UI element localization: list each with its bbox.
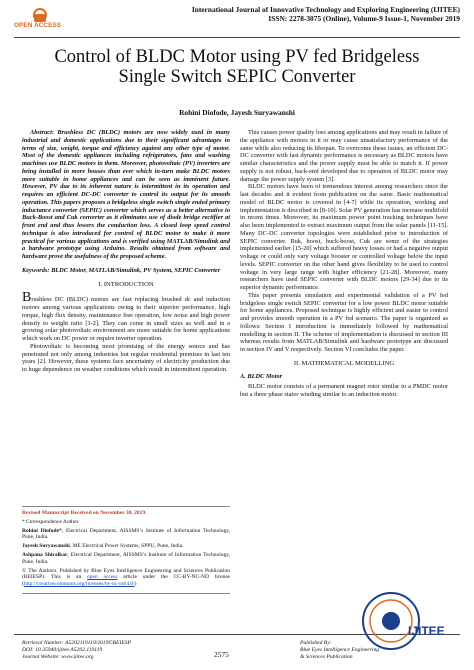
- intro-paragraph-2: Photovoltaic is becoming most promising of the energy source and has penetrated not only among industries but regular residential premises in last ten years [2]. However, these systems face uncertainty of electricity production due to huge dependence on weather conditions which result in intermittent operation.: [22, 342, 230, 373]
- open-access-lock-icon: [14, 6, 66, 36]
- title-line-1: Control of BLDC Motor using PV fed Bridgeless: [54, 47, 420, 67]
- doi: DOI: 10.35940/ijitee.A5202.119119: [22, 646, 103, 653]
- page-number: 2575: [214, 650, 229, 659]
- author-affiliation-1: [22, 528, 230, 542]
- intro-paragraph-5: This paper presents simulation and experimental validation of a PV fed bridgeless single switch SEPIC converter for a low power BLDC motor suitable for home appliances. Proposed technique is highly efficient and easier to control and provides smooth operation in a PV fed scenario. The paper is organized as follows: Section I introduction is immediately followed by mathematical modelling in section II. The scheme of implementation is discussed in section III whereas results from MATLAB/Simulink and hardware prototype are discussed in section IV and V respectively. Section VI concludes the paper.: [240, 291, 448, 353]
- keywords: Keywords: BLDC Motor, MATLAB/Simulink, PV System, SEPIC Converter: [22, 266, 221, 274]
- retrieval-number: Retrieval Number: A5202119119/2019©BEIESP: [22, 640, 131, 646]
- page-header: [14, 4, 460, 38]
- author-affiliation-text: , Electrical Department, AISSMS’s Institute of Information Technology, Pune, India.: [22, 551, 230, 565]
- abstract: Abstract: Brushless DC (BLDC) motors are now widely used in many industrial and domestic applications due to their significant advantages in terms of size, weight, torque and efficiency against any other type of motor. Most of the domestic appliances including refrigerators, fans and washing machines use BLDC motors in them. Moreover, photovoltaic (PV) inverters are being installed in more houses than ever which in-turn make BLDC motors more suitable in home appliances and can be seen as imminent future. However, PV due to its inherent nature is intermittent in its operation and requires an efficient DC-DC converter to control its output for its smooth operation. This papers proposes a bridgeless single switch single ended primary inductance converter (SEPIC) converter which serves as a better alternative to Buck-Boost and Cuk converter as it eliminates use of diode bridge rectifier at front end and thus lowers the conduction loss. A closed loop speed control technique is also introduced for control of BLDC motor to make it more practical for various applications and is verified using MATLAB/Simulink and a hardware prototype using Arduino. Results obtained from software and hardware prove the usefulness of the proposed scheme.: [22, 129, 230, 260]
- drop-cap: B: [22, 290, 32, 306]
- left-column: [22, 129, 230, 374]
- license-url-link[interactable]: http://creativecommons.org/licenses/by-nc-nd/4.0/: [23, 581, 135, 588]
- open-access-label: OPEN ACCESS: [14, 22, 62, 29]
- author-name: Ashpana Shiralkar: [22, 551, 68, 558]
- author-affiliation-2: [22, 543, 230, 550]
- license-text: ): [134, 581, 137, 588]
- journal-name: International Journal of Innovative Technology and Exploring Engineering (IJITEE): [191, 5, 460, 14]
- intro-paragraph-1: [22, 290, 230, 343]
- license-text: article under the CC-BY-NC-ND license (: [22, 574, 230, 588]
- revised-note: Revised Manuscript Received on November 30, 2019.: [22, 510, 147, 516]
- license-text: © The Authors. Published by Blue Eyes Intelligence Engineering and Sciences Publication (BEIESP). This is an: [22, 567, 230, 581]
- modelling-paragraph-1: BLDC motor consists of a permanent magnet rotor similar to a PMDC motor but a three phase stator winding similar to an induction motor.: [240, 383, 448, 398]
- publisher-line-2: Blue Eyes Intelligence Engineering: [300, 646, 380, 653]
- author-name: Jayesh Suryawanshi: [22, 543, 70, 550]
- author-footnote: [22, 506, 230, 594]
- publisher-line-1: Published By:: [300, 640, 332, 646]
- intro-paragraph-3: This causes power quality loss among applications and may result in failure of the appliance with motors in it or may cause unsatisfactory performance of the same while also reducing its lifespan. To overcome these issues, an efficient DC-DC converter with fast dynamic performance is necessary as BLDC motors have similar characteristics and the power supply must be able to match it. If power supply is not robust, back-emf developed due to operation of BLDC motor may damage the power supply system [3].: [240, 129, 448, 183]
- correspondence-note: * Correspondence Author: [22, 518, 79, 525]
- title-line-2: Single Switch SEPIC Converter: [118, 67, 356, 87]
- intro-paragraph-1-text: rushless DC (BLDC) motors are fast replacing brushed dc and induction motors among various applications owing to their superior performance, high torque, high flux density, maintenance free operation, low noise and high power density to weight ratio [1-2]. They can come in small sizes as well and in a growing solar photovoltaic environment are more suitable for home applications which work on DC power or require inverter operation.: [22, 296, 230, 342]
- subsection-heading-bldc: A. BLDC Motor: [240, 372, 283, 380]
- header-rule: [14, 37, 460, 38]
- intro-paragraph-4: BLDC motors have been of tremendous interest among researchers since the last decades and it evident from publication on the same. Basic mathematical model of BLDC motor is covered in [4-7] while its operation, working and implementation is described in [8-10]. Solar PV generation has increase multifold in recent times. Moreover, its maximum power point tracking techniques have also been implemented to extract maximum output from the solar panels [11-15]. Many DC-DC converter topologies were established prior to introduction of SEPIC converter. Buk, boost, buck-boost, Cuk are some of the strategies implemented earlier [15-20] which suffered heavy losses or had a negative output voltage or could only vary voltage booster or controlled voltage below the input levels. SEPIC converter on the other hand gives flexibility to be used to control voltage in very large range with higher efficiency [21-28]. Moreover, many researchers have used SEPIC converter with BLDC motors [29-34] due to its superior dynamic performance.: [240, 183, 448, 291]
- paper-title: [0, 47, 474, 87]
- footer-identifiers: [22, 640, 131, 660]
- section-heading-modelling: II. MATHEMATICAL MODELLING: [293, 359, 395, 367]
- journal-seal-wordmark: IJITEE: [408, 624, 445, 638]
- authors: Rohini Diofode, Jayesh Suryawanshi: [179, 108, 295, 117]
- license-note: [22, 568, 230, 588]
- right-column: [240, 129, 448, 399]
- author-affiliation-text: , ME Electrical Power Systems, SPPU, Pune, India.: [69, 543, 184, 550]
- author-affiliation-text: , Electrical Department, AISSMS’s Institute of Information Technology, Pune, India.: [22, 527, 231, 541]
- publisher-line-3: & Sciences Publication: [300, 653, 353, 660]
- journal-seal-icon: [360, 590, 422, 652]
- open-access-link[interactable]: open access: [86, 574, 118, 581]
- journal-website: Journal Website: www.ijitee.org: [22, 653, 94, 660]
- author-affiliation-3: [22, 552, 230, 566]
- journal-issn: ISSN: 2278-3075 (Online), Volume-9 Issue-1, November 2019: [268, 14, 460, 23]
- section-heading-introduction: I. INTRODUCTION: [98, 280, 154, 288]
- author-name: Rohini Diofode*: [22, 527, 62, 534]
- journal-header: [192, 5, 460, 23]
